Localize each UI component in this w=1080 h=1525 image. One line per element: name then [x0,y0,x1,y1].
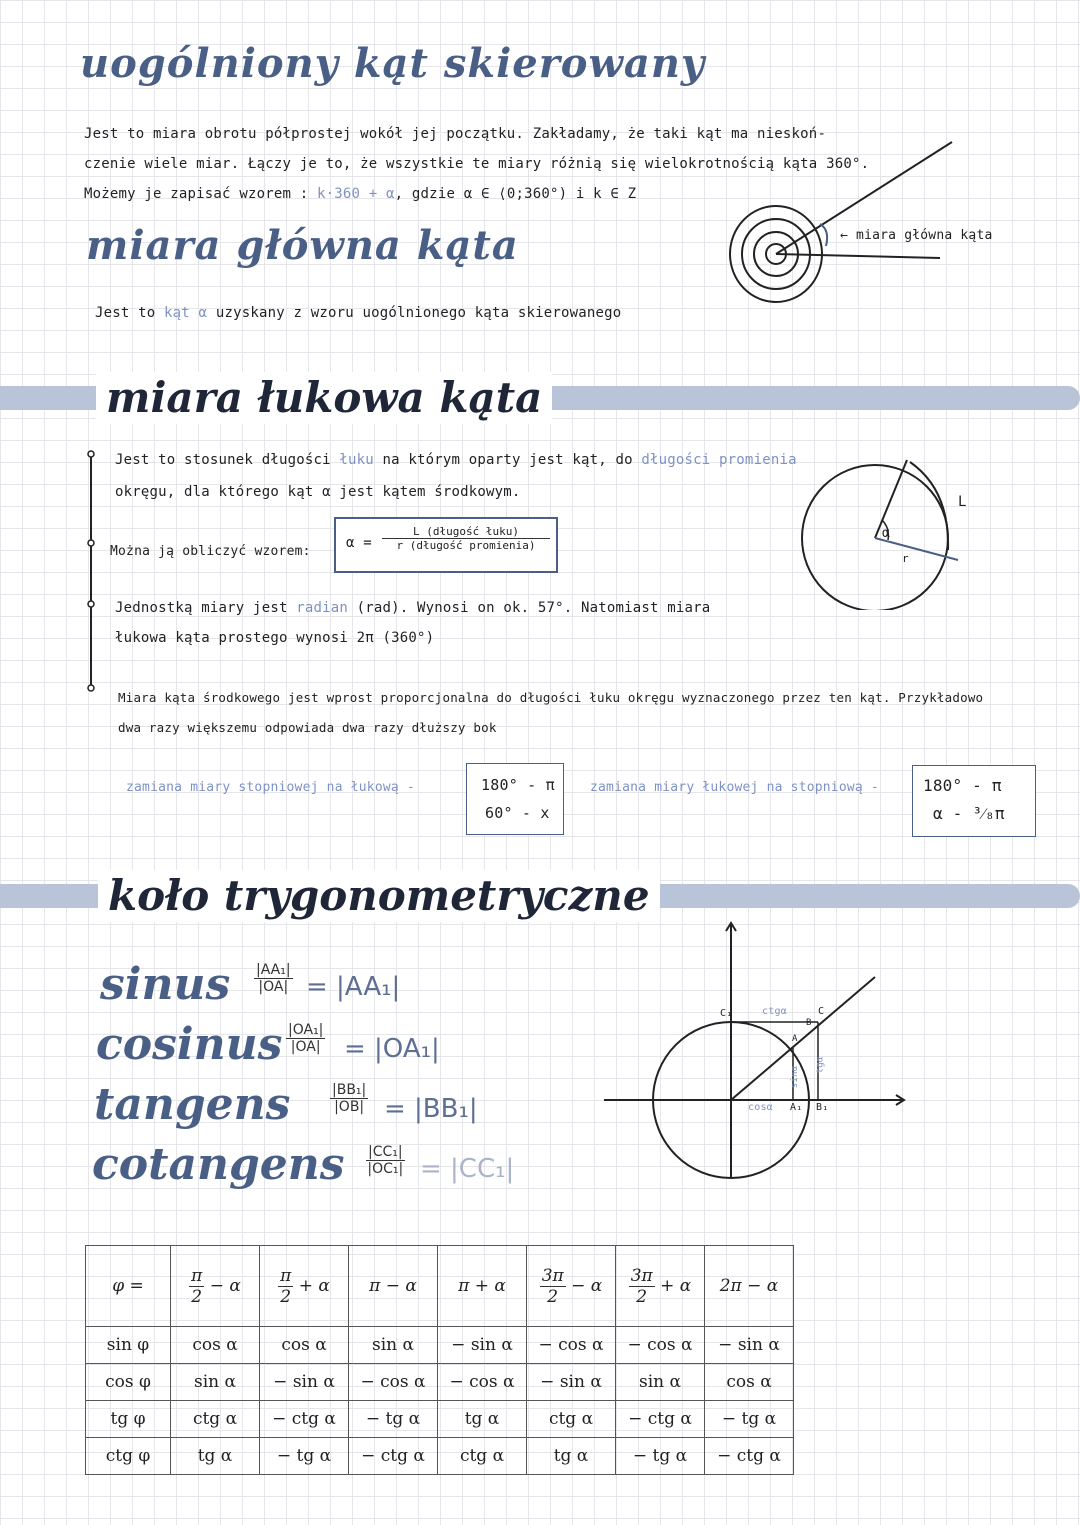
arc-label-L: L [958,494,967,510]
label-tg: tgα [815,1056,826,1074]
spiral-angle-diagram [720,130,1020,320]
arc-measure-paragraph-3b: łukowa kąta prostego wynosi 2π (360°) [115,630,435,646]
cell: − tg α [349,1401,438,1438]
h-suffix: − α [209,1275,241,1296]
formula-intro: Możemy je zapisać wzorem : [84,186,309,202]
p1-a: Jest to stosunek długości [115,452,331,468]
def-suffix: uzyskany z wzoru uogólnionego kąta skierowanego [215,305,622,321]
p1-c: na którym oparty jest kąt, do [382,452,633,468]
h-bot: 2 [280,1286,292,1307]
cotangens-result: = |CC₁| [420,1154,515,1184]
arc-measure-paragraph-1 [115,452,797,468]
label-B: B [806,1018,812,1028]
sinus-den: |OA| [258,979,289,995]
cell: − ctg α [616,1401,705,1438]
cell: − tg α [260,1438,349,1475]
cell: cos α [260,1327,349,1364]
h-bot: 2 [636,1286,648,1307]
sinus-name: sinus [100,959,231,1010]
section-title-principal-measure: miara główna kąta [86,222,519,269]
cell: ctg α [527,1401,616,1438]
cell: sin α [616,1364,705,1401]
arc-label-r: r [902,552,909,565]
cosinus-result: = |OA₁| [344,1034,440,1064]
table-header-row [86,1246,794,1327]
sinus-result: = |AA₁| [306,972,401,1002]
p3-a: Jednostką miary jest [115,600,288,616]
directed-angle-line-3 [84,186,636,202]
unit-circle-diagram [600,915,910,1185]
header-cell [527,1246,616,1327]
cell: − sin α [438,1327,527,1364]
arc-measure-paragraph-3 [115,600,710,616]
p1-radius: długości promienia [641,452,797,468]
timeline-bullets [84,448,98,698]
cell: cos α [171,1327,260,1364]
conversion-rad-to-deg-label: zamiana miary łukowej na stopniową - [590,780,879,795]
label-C1: C₁ [720,1008,733,1019]
label-ctg: ctgα [762,1006,787,1017]
header-cell: π − α [349,1246,438,1327]
label-A: A [792,1034,798,1044]
cosinus-den: |OA| [290,1039,321,1055]
cell: − ctg α [260,1401,349,1438]
row-label: cos φ [86,1364,171,1401]
arc-formula-intro: Można ją obliczyć wzorem: [110,544,311,559]
formula-fraction [382,525,550,552]
cotangens-fraction [366,1144,405,1177]
arc-label-alpha: α [882,526,891,541]
cell: − ctg α [705,1438,794,1475]
h-bot: 2 [547,1286,559,1307]
section-title-directed-angle: uogólniony kąt skierowany [80,40,706,87]
cosinus-num: |OA₁| [288,1022,324,1038]
cosinus-fraction [286,1022,325,1055]
h-suffix: + α [660,1275,692,1296]
cotangens-num: |CC₁| [368,1144,403,1160]
directed-angle-line-2: czenie wiele miar. Łączy je to, że wszystkie te miary różnią się wielokrotnością kąta 360°. [84,156,870,172]
header-cell: π + α [438,1246,527,1327]
label-B1: B₁ [816,1102,829,1113]
p3-radian: radian [296,600,348,616]
arc-measure-paragraph-4a: Miara kąta środkowego jest wprost proporcjonalna do długości łuku okręgu wyznaczonego przez ten kąt. Przykładowo [118,690,984,705]
conv2-row-1: 180° - π [923,776,1002,795]
def-alpha: kąt α [164,305,208,321]
tangens-den: |OB| [334,1099,365,1115]
label-C: C [818,1006,825,1017]
cell: − cos α [616,1327,705,1364]
cell: tg α [438,1401,527,1438]
conversion-deg-to-rad-label: zamiana miary stopniowej na łukową - [126,780,415,795]
arc-measure-paragraph-4b: dwa razy większemu odpowiada dwa razy dłuższy bok [118,720,497,735]
principal-measure-label: ← miara główna kąta [840,228,993,243]
h-top: 3π [541,1265,564,1286]
header-cell [616,1246,705,1327]
p3-c: (rad). Wynosi on ok. 57°. Natomiast miara [356,600,711,616]
table-row [86,1401,794,1438]
arc-measure-paragraph-1b: okręgu, dla którego kąt α jest kątem środkowym. [115,484,521,500]
row-label: tg φ [86,1401,171,1438]
section-title-arc-measure: miara łukowa kąta [96,372,552,424]
formula-lhs: α = [346,535,372,551]
tangens-result: = |BB₁| [384,1094,478,1124]
header-cell [171,1246,260,1327]
h-top: π [191,1265,203,1286]
conversion-deg-to-rad-box [466,763,564,835]
reduction-formulas-table [85,1245,794,1475]
cell: − cos α [438,1364,527,1401]
def-prefix: Jest to [95,305,156,321]
h-suffix: + α [298,1275,330,1296]
sinus-fraction [254,962,293,995]
conversion-rad-to-deg-box [912,765,1036,837]
label-A1: A₁ [790,1102,803,1113]
principal-measure-definition [95,305,621,321]
cell: ctg α [438,1438,527,1475]
cell: − sin α [260,1364,349,1401]
label-cos: cosα [748,1102,773,1113]
conv1-row-1: 180° - π [481,776,555,794]
header-cell [260,1246,349,1327]
table-row [86,1438,794,1475]
conv1-row-2: 60° - x [485,804,550,822]
h-top: π [280,1265,292,1286]
row-label: ctg φ [86,1438,171,1475]
cell: − cos α [349,1364,438,1401]
table-row [86,1327,794,1364]
tangens-fraction [330,1082,368,1115]
label-sin: sinα [790,1065,801,1089]
h-top: 3π [630,1265,653,1286]
header-cell: 2π − α [705,1246,794,1327]
cell: − tg α [616,1438,705,1475]
h-suffix: − α [571,1275,603,1296]
cell: tg α [527,1438,616,1475]
conv2-row-2: α - ³⁄₈π [933,804,1005,823]
section-title-unit-circle: koło trygonometryczne [98,870,660,922]
arc-formula-box [334,517,558,573]
cell: − tg α [705,1401,794,1438]
h-bot: 2 [191,1286,203,1307]
cell: ctg α [171,1401,260,1438]
cell: − ctg α [349,1438,438,1475]
cell: − sin α [527,1364,616,1401]
cell: sin α [349,1327,438,1364]
p1-arc: łuku [339,452,374,468]
formula-numerator: L (długość łuku) [382,525,550,539]
formula-suffix: , gdzie α ∈ ⟨0;360°) i k ∈ Z [394,186,637,202]
formula-text: k·360 + α [317,186,395,202]
cell: tg α [171,1438,260,1475]
tangens-num: |BB₁| [332,1082,367,1098]
formula-denominator: r (długość promienia) [396,539,536,552]
cotangens-name: cotangens [92,1139,345,1190]
table-corner: φ = [86,1246,171,1327]
cotangens-den: |OC₁| [367,1161,404,1177]
directed-angle-line-1: Jest to miara obrotu półprostej wokół jej początku. Zakładamy, że taki kąt ma nieskoń- [84,126,827,142]
sinus-num: |AA₁| [256,962,291,978]
row-label: sin φ [86,1327,171,1364]
tangens-name: tangens [94,1079,291,1130]
cell: sin α [171,1364,260,1401]
cell: cos α [705,1364,794,1401]
table-row [86,1364,794,1401]
cell: − sin α [705,1327,794,1364]
cell: − cos α [527,1327,616,1364]
cosinus-name: cosinus [96,1019,283,1070]
